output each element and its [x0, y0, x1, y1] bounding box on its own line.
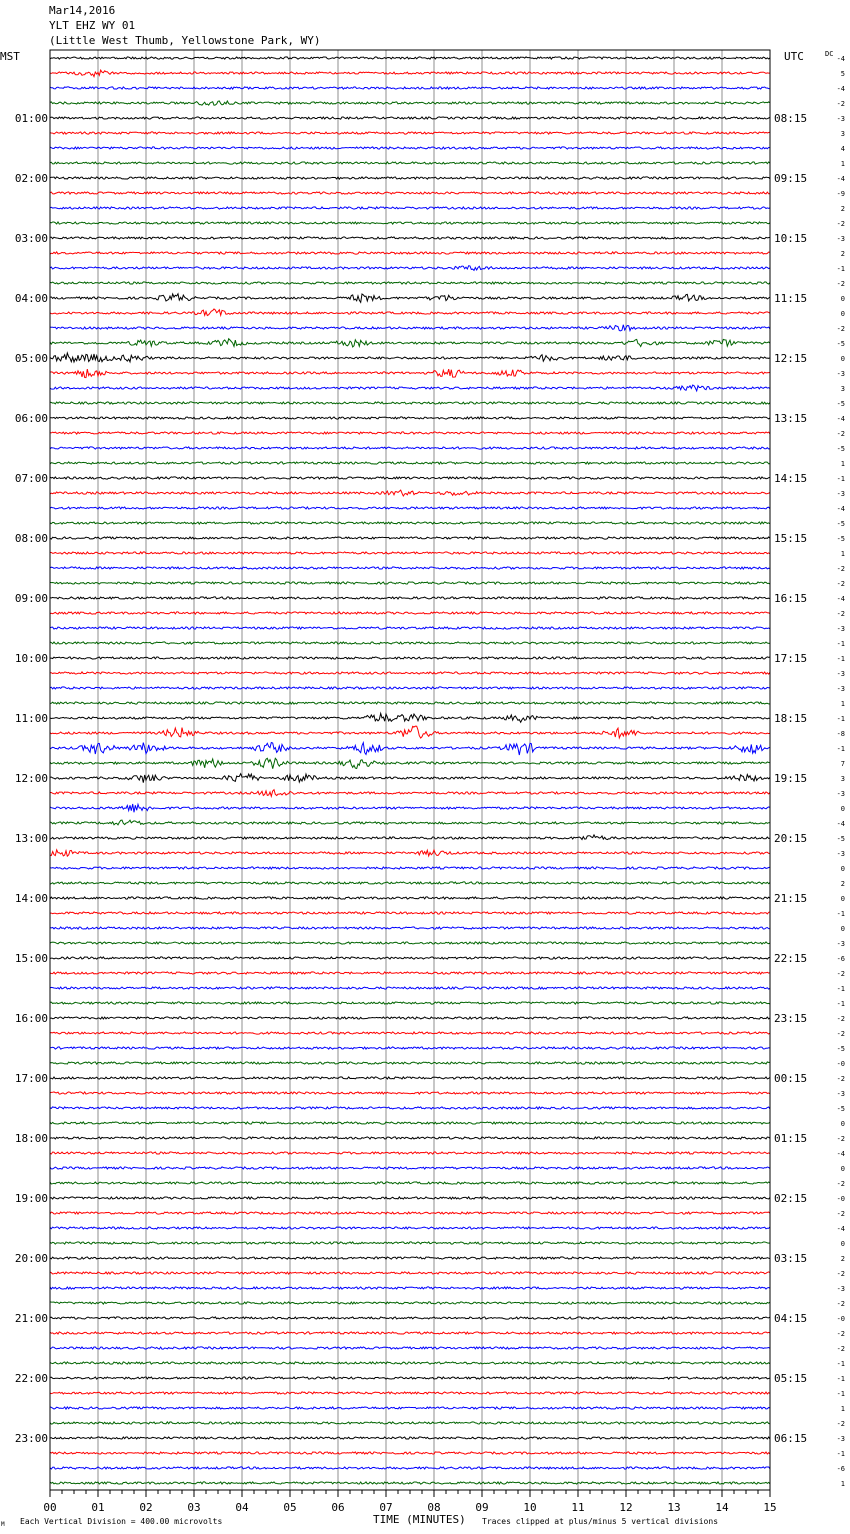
x-tick-label: 08: [427, 1501, 441, 1514]
left-hour-label: 10:00: [14, 652, 48, 665]
trace-row: [50, 1302, 770, 1304]
right-hour-label: 18:15: [774, 712, 808, 725]
trace-row: [50, 87, 770, 89]
trace-row: [50, 1422, 770, 1424]
trace-row: [50, 1467, 770, 1469]
trace-row: [50, 850, 770, 856]
trace-row: [50, 1287, 770, 1289]
right-hour-label: 11:15: [774, 292, 808, 305]
trace-row: [50, 101, 770, 105]
trace-row: [50, 1107, 770, 1109]
x-tick-label: 04: [235, 1501, 249, 1514]
dc-offset-value: 0: [840, 355, 845, 363]
dc-offset-value: -4: [836, 595, 845, 603]
trace-row: [50, 582, 770, 584]
trace-row: [50, 462, 770, 464]
dc-offset-value: -4: [836, 55, 845, 63]
right-hour-label: 03:15: [774, 1252, 808, 1265]
trace-row: [50, 687, 770, 689]
dc-offset-value: -2: [836, 610, 845, 618]
x-tick-label: 01: [91, 1501, 105, 1514]
dc-offset-value: 2: [840, 205, 845, 213]
trace-row: [50, 117, 770, 119]
left-hour-label: 18:00: [14, 1132, 48, 1145]
dc-offset-value: 1: [840, 1480, 845, 1488]
left-hour-label: 20:00: [14, 1252, 48, 1265]
trace-row: [50, 1122, 770, 1124]
trace-row: [50, 1167, 770, 1169]
trace-row: [50, 447, 770, 449]
vertical-division-note: Each Vertical Division = 400.00 microvolts: [20, 1517, 223, 1526]
x-tick-label: 06: [331, 1501, 345, 1514]
dc-offset-value: -1: [836, 475, 845, 483]
trace-row: [50, 835, 770, 840]
dc-offset-value: -3: [836, 1090, 845, 1098]
dc-offset-value: -5: [836, 1045, 845, 1053]
trace-row: [50, 309, 770, 316]
dc-offset-value: -4: [836, 1225, 845, 1233]
trace-row: [50, 1272, 770, 1274]
trace-row: [50, 522, 770, 524]
trace-row: [50, 1017, 770, 1019]
dc-offset-value: -5: [836, 520, 845, 528]
dc-offset-value: -0: [836, 1060, 845, 1068]
dc-offset-value: 1: [840, 1405, 845, 1413]
right-hour-label: 13:15: [774, 412, 808, 425]
dc-offset-value: 1: [840, 460, 845, 468]
dc-offset-value: -2: [836, 565, 845, 573]
x-axis-title: TIME (MINUTES): [373, 1513, 466, 1526]
left-hour-label: 15:00: [14, 952, 48, 965]
trace-row: [50, 385, 770, 391]
trace-row: [50, 207, 770, 209]
trace-row: [50, 1317, 770, 1319]
dc-offset-value: -3: [836, 670, 845, 678]
right-hour-label: 08:15: [774, 112, 808, 125]
trace-row: [50, 339, 770, 347]
dc-offset-value: -1: [836, 1390, 845, 1398]
right-hour-label: 09:15: [774, 172, 808, 185]
dc-offset-value: -5: [836, 340, 845, 348]
dc-offset-value: 0: [840, 925, 845, 933]
dc-offset-value: 0: [840, 310, 845, 318]
dc-offset-value: 5: [840, 70, 845, 78]
dc-offset-value: -2: [836, 280, 845, 288]
dc-offset-value: -3: [836, 790, 845, 798]
dc-offset-value: 3: [840, 385, 845, 393]
x-tick-label: 07: [379, 1501, 393, 1514]
dc-offset-labels: [837, 55, 845, 1488]
trace-row: [50, 537, 770, 539]
right-hour-label: 19:15: [774, 772, 808, 785]
dc-offset-value: -1: [836, 640, 845, 648]
dc-offset-value: 0: [840, 1240, 845, 1248]
trace-row: [50, 1092, 770, 1094]
trace-row: [50, 942, 770, 944]
left-hour-label: 16:00: [14, 1012, 48, 1025]
trace-row: [50, 1257, 770, 1259]
dc-header-label: DC: [825, 50, 834, 58]
dc-offset-value: 1: [840, 700, 845, 708]
dc-offset-value: -1: [836, 715, 845, 723]
dc-offset-value: -3: [836, 490, 845, 498]
dc-offset-value: -1: [836, 1000, 845, 1008]
dc-offset-value: 0: [840, 865, 845, 873]
trace-row: [50, 132, 770, 134]
x-tick-label: 15: [763, 1501, 777, 1514]
dc-offset-value: 1: [840, 550, 845, 558]
trace-row: [50, 147, 770, 149]
dc-offset-value: 7: [840, 760, 845, 768]
left-hour-label: 12:00: [14, 772, 48, 785]
trace-row: [50, 567, 770, 569]
dc-offset-value: 2: [840, 1255, 845, 1263]
right-hour-label: 23:15: [774, 1012, 808, 1025]
trace-row: [50, 743, 770, 756]
dc-offset-value: -9: [836, 190, 845, 198]
right-hour-label: 05:15: [774, 1372, 808, 1385]
right-hour-label: 21:15: [774, 892, 808, 905]
dc-offset-value: -2: [836, 1180, 845, 1188]
x-tick-label: 14: [715, 1501, 729, 1514]
trace-row: [50, 70, 770, 77]
dc-offset-value: -2: [836, 1330, 845, 1338]
dc-offset-value: 4: [840, 145, 845, 153]
dc-offset-value: -4: [836, 85, 845, 93]
dc-offset-value: -3: [836, 685, 845, 693]
trace-row: [50, 790, 770, 797]
dc-offset-value: -2: [836, 1075, 845, 1083]
right-hour-label: 15:15: [774, 532, 808, 545]
dc-offset-value: -2: [836, 1210, 845, 1218]
dc-offset-value: -6: [836, 955, 845, 963]
right-timezone-label: UTC: [784, 50, 804, 63]
trace-row: [50, 1062, 770, 1064]
right-hour-label: 17:15: [774, 652, 808, 665]
trace-row: [50, 1482, 770, 1484]
dc-offset-value: -2: [836, 325, 845, 333]
x-tick-label: 11: [571, 1501, 585, 1514]
trace-row: [50, 987, 770, 989]
dc-offset-value: -5: [836, 400, 845, 408]
left-hour-label: 19:00: [14, 1192, 48, 1205]
trace-row: [50, 1347, 770, 1349]
dc-offset-value: 2: [840, 880, 845, 888]
dc-offset-value: -4: [836, 505, 845, 513]
dc-offset-value: -0: [836, 1195, 845, 1203]
dc-offset-value: -2: [836, 580, 845, 588]
trace-row: [50, 820, 770, 825]
right-hour-label: 06:15: [774, 1432, 808, 1445]
trace-row: [50, 1197, 770, 1199]
left-hour-label: 08:00: [14, 532, 48, 545]
left-timezone-label: MST: [0, 50, 20, 63]
trace-row: [50, 1392, 770, 1394]
left-hour-label: 17:00: [14, 1072, 48, 1085]
dc-offset-value: -3: [836, 115, 845, 123]
left-hour-label: 13:00: [14, 832, 48, 845]
trace-row: [50, 402, 770, 404]
left-hour-label: 03:00: [14, 232, 48, 245]
trace-row: [50, 912, 770, 914]
dc-offset-value: -3: [836, 1435, 845, 1443]
dc-offset-value: -2: [836, 1270, 845, 1278]
x-tick-label: 13: [667, 1501, 681, 1514]
dc-offset-value: -2: [836, 1015, 845, 1023]
trace-row: [50, 627, 770, 629]
x-tick-label: 10: [523, 1501, 537, 1514]
dc-offset-value: -3: [836, 850, 845, 858]
dc-offset-value: -4: [836, 820, 845, 828]
trace-row: [50, 657, 770, 659]
trace-row: [50, 490, 770, 496]
trace-row: [50, 266, 770, 271]
trace-row: [50, 552, 770, 554]
dc-offset-value: -2: [836, 1345, 845, 1353]
dc-offset-value: -4: [836, 1150, 845, 1158]
trace-row: [50, 1242, 770, 1244]
right-hour-label: 16:15: [774, 592, 808, 605]
x-tick-label: 02: [139, 1501, 153, 1514]
trace-row: [50, 1137, 770, 1139]
trace-row: [50, 702, 770, 704]
trace-row: [50, 897, 770, 899]
trace-row: [50, 882, 770, 884]
x-tick-label: 00: [43, 1501, 57, 1514]
right-hour-label: 12:15: [774, 352, 808, 365]
trace-row: [50, 1212, 770, 1214]
trace-row: [50, 612, 770, 614]
left-hour-label: 11:00: [14, 712, 48, 725]
trace-row: [50, 222, 770, 224]
dc-offset-value: -4: [836, 175, 845, 183]
dc-offset-value: -1: [836, 265, 845, 273]
dc-offset-value: -1: [836, 1360, 845, 1368]
left-hour-label: 01:00: [14, 112, 48, 125]
left-hour-labels: [15, 112, 48, 1445]
dc-offset-value: 0: [840, 895, 845, 903]
trace-row: [50, 477, 770, 479]
dc-offset-value: 0: [840, 1120, 845, 1128]
trace-row: [50, 867, 770, 869]
trace-row: [50, 726, 770, 738]
trace-row: [50, 507, 770, 509]
x-tick-label: 09: [475, 1501, 489, 1514]
dc-offset-value: -2: [836, 220, 845, 228]
right-hour-label: 20:15: [774, 832, 808, 845]
right-hour-label: 01:15: [774, 1132, 808, 1145]
trace-row: [50, 294, 770, 303]
right-hour-label: 22:15: [774, 952, 808, 965]
left-hour-label: 14:00: [14, 892, 48, 905]
dc-offset-value: -2: [836, 1420, 845, 1428]
dc-offset-value: -8: [836, 730, 845, 738]
trace-row: [50, 325, 770, 331]
right-hour-labels: [774, 112, 807, 1445]
dc-offset-value: 3: [840, 775, 845, 783]
trace-row: [50, 237, 770, 239]
plot-date: Mar14,2016: [49, 4, 116, 17]
right-hour-label: 14:15: [774, 472, 808, 485]
trace-row: [50, 642, 770, 644]
left-hour-label: 07:00: [14, 472, 48, 485]
trace-row: [50, 1047, 770, 1049]
dc-offset-value: -5: [836, 835, 845, 843]
dc-offset-value: -2: [836, 970, 845, 978]
corner-mark: M: [1, 1521, 5, 1528]
dc-offset-value: -3: [836, 370, 845, 378]
dc-offset-value: 1: [840, 160, 845, 168]
trace-row: [50, 1407, 770, 1409]
dc-offset-value: -2: [836, 1135, 845, 1143]
dc-offset-value: -1: [836, 1375, 845, 1383]
dc-offset-value: -2: [836, 430, 845, 438]
trace-row: [50, 972, 770, 974]
trace-row: [50, 758, 770, 768]
trace-row: [50, 774, 770, 783]
dc-offset-value: -5: [836, 535, 845, 543]
station-location: (Little West Thumb, Yellowstone Park, WY): [49, 34, 321, 47]
dc-offset-value: -1: [836, 1450, 845, 1458]
clipping-note: Traces clipped at plus/minus 5 vertical divisions: [482, 1517, 719, 1526]
right-hour-label: 00:15: [774, 1072, 808, 1085]
dc-offset-value: -3: [836, 625, 845, 633]
trace-row: [50, 1182, 770, 1184]
x-tick-label: 12: [619, 1501, 633, 1514]
trace-row: [50, 1362, 770, 1364]
trace-row: [50, 1437, 770, 1439]
trace-row: [50, 353, 770, 362]
trace-row: [50, 177, 770, 179]
trace-row: [50, 252, 770, 254]
dc-offset-value: -1: [836, 745, 845, 753]
dc-offset-value: -2: [836, 1030, 845, 1038]
trace-row: [50, 282, 770, 284]
left-hour-label: 21:00: [14, 1312, 48, 1325]
x-tick-label: 05: [283, 1501, 297, 1514]
dc-offset-value: -0: [836, 1315, 845, 1323]
left-hour-label: 09:00: [14, 592, 48, 605]
trace-row: [50, 192, 770, 194]
dc-offset-value: -1: [836, 985, 845, 993]
right-hour-label: 04:15: [774, 1312, 808, 1325]
left-hour-label: 02:00: [14, 172, 48, 185]
dc-offset-value: -3: [836, 1285, 845, 1293]
trace-row: [50, 162, 770, 164]
left-hour-label: 04:00: [14, 292, 48, 305]
seismic-traces: [50, 57, 770, 1484]
dc-offset-value: 0: [840, 295, 845, 303]
trace-row: [50, 957, 770, 959]
trace-row: [50, 417, 770, 419]
trace-row: [50, 369, 770, 378]
trace-row: [50, 1032, 770, 1034]
trace-row: [50, 1332, 770, 1334]
dc-offset-value: 0: [840, 805, 845, 813]
x-axis: [43, 1490, 776, 1514]
dc-offset-value: 2: [840, 250, 845, 258]
dc-offset-value: 3: [840, 130, 845, 138]
trace-row: [50, 672, 770, 674]
right-hour-label: 10:15: [774, 232, 808, 245]
trace-row: [50, 1227, 770, 1229]
dc-offset-value: -5: [836, 1105, 845, 1113]
dc-offset-value: 0: [840, 1165, 845, 1173]
dc-offset-value: -3: [836, 940, 845, 948]
trace-row: [50, 1152, 770, 1154]
dc-offset-value: -5: [836, 445, 845, 453]
dc-offset-value: -4: [836, 415, 845, 423]
dc-offset-value: -2: [836, 100, 845, 108]
left-hour-label: 05:00: [14, 352, 48, 365]
trace-row: [50, 804, 770, 812]
trace-row: [50, 1002, 770, 1004]
left-hour-label: 23:00: [14, 1432, 48, 1445]
trace-row: [50, 57, 770, 59]
left-hour-label: 22:00: [14, 1372, 48, 1385]
trace-row: [50, 432, 770, 434]
station-code: YLT EHZ WY 01: [49, 19, 136, 32]
dc-offset-value: -3: [836, 235, 845, 243]
trace-row: [50, 713, 770, 722]
trace-row: [50, 1377, 770, 1379]
left-hour-label: 06:00: [14, 412, 48, 425]
dc-offset-value: -2: [836, 1300, 845, 1308]
right-hour-label: 02:15: [774, 1192, 808, 1205]
trace-row: [50, 1077, 770, 1079]
x-tick-label: 03: [187, 1501, 201, 1514]
dc-offset-value: -1: [836, 910, 845, 918]
trace-row: [50, 597, 770, 599]
dc-offset-value: -6: [836, 1465, 845, 1473]
trace-row: [50, 1452, 770, 1454]
dc-offset-value: -1: [836, 655, 845, 663]
trace-row: [50, 927, 770, 929]
